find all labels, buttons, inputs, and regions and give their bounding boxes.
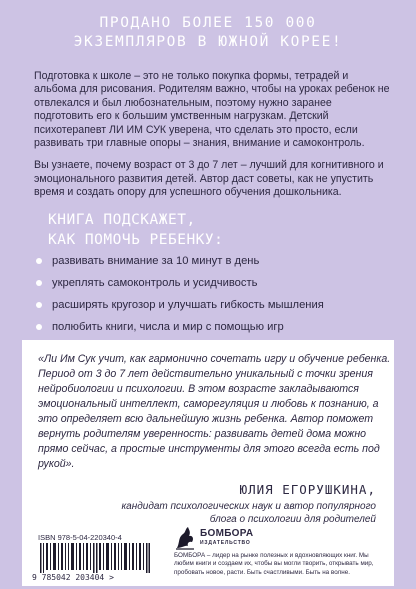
- testimonial-quote: «Ли Им Сук учит, как гармонично сочетать игру и обучение ребенка. Период от 3 до 7 лет действительно уникальный с точки зрения нейробиологии и психологии. В этом возрасте закладываются эмоциональный интеллект, саморегуляция и любовь к познанию, а это определяет всю дальнейшую жизнь ребенка. Автор поможет вернуть родителям уверенность: развивать детей дома можно прямо сейчас, а простые инструменты для этого всегда есть под рукой».: [38, 353, 391, 470]
- list-item: [36, 294, 396, 316]
- headline-line-2: ЭКЗЕМПЛЯРОВ В ЮЖНОЙ КОРЕЕ!: [73, 34, 343, 50]
- list-item-label: развивать внимание за 10 минут в день: [52, 255, 260, 267]
- testimonial-author: ЮЛИЯ ЕГОРУШКИНА,: [239, 482, 376, 497]
- benefits-heading-line-1: КНИГА ПОДСКАЖЕТ,: [48, 212, 196, 228]
- bullet-dot-icon: [36, 258, 42, 264]
- publisher-logo-icon: [174, 526, 196, 550]
- list-item: [36, 272, 396, 294]
- list-item-label: расширять кругозор и улучшать гибкость мышления: [52, 299, 324, 311]
- isbn-label: ISBN 978-5-04-220340-4: [38, 533, 122, 542]
- publisher-name: БОМБОРА: [200, 528, 254, 539]
- bullet-dot-icon: [36, 324, 42, 330]
- barcode-digits: 9 785042 203404 >: [32, 573, 114, 582]
- bullet-dot-icon: [36, 302, 42, 308]
- publisher-description: БОМБОРА – лидер на рынке полезных и вдохновляющих книг. Мы любим книги и создаем их, чтобы вы могли творить, открывать мир, пробовать новое, расти. Быть счастливыми. Быть на волне.: [174, 552, 374, 576]
- intro-text: [34, 70, 390, 209]
- list-item: [36, 250, 396, 272]
- intro-paragraph-2: Вы узнаете, почему возраст от 3 до 7 лет – лучший для когнитивного и эмоционального развития детей. Автор даст советы, как не упустить время и создать опору для успешного обучения дошкольника.: [34, 159, 384, 199]
- list-item-label: полюбить книги, числа и мир с помощью игр: [52, 321, 284, 333]
- benefits-heading: [48, 210, 223, 250]
- testimonial-credentials: кандидат психологических наук и автор популярного блога о психологии для родителей: [121, 501, 376, 525]
- benefits-heading-line-2: КАК ПОМОЧЬ РЕБЕНКУ:: [48, 232, 224, 248]
- list-item: [36, 316, 396, 338]
- testimonial-panel: [22, 340, 394, 586]
- publisher-subtitle: ИЗДАТЕЛЬСТВО: [200, 540, 251, 546]
- headline-line-1: ПРОДАНО БОЛЕЕ 150 000: [99, 15, 317, 31]
- barcode-icon: [40, 543, 150, 573]
- list-item-label: укреплять самоконтроль и усидчивость: [52, 277, 258, 289]
- bullet-dot-icon: [36, 280, 42, 286]
- sales-headline: [0, 14, 416, 52]
- intro-paragraph-1: Подготовка к школе – это не только покупка формы, тетрадей и альбома для рисования. Родителям важно, чтобы на уроках ребенок не отвлекался и был любознательным, поэтому нужно заранее подготовить его к большим умственным нагрузкам. Детский психотерапевт ЛИ ИМ СУК уверена, что сделать это просто, если развивать три главные опоры – знания, внимание и самоконтроль.: [34, 70, 390, 150]
- benefits-list: [36, 250, 396, 338]
